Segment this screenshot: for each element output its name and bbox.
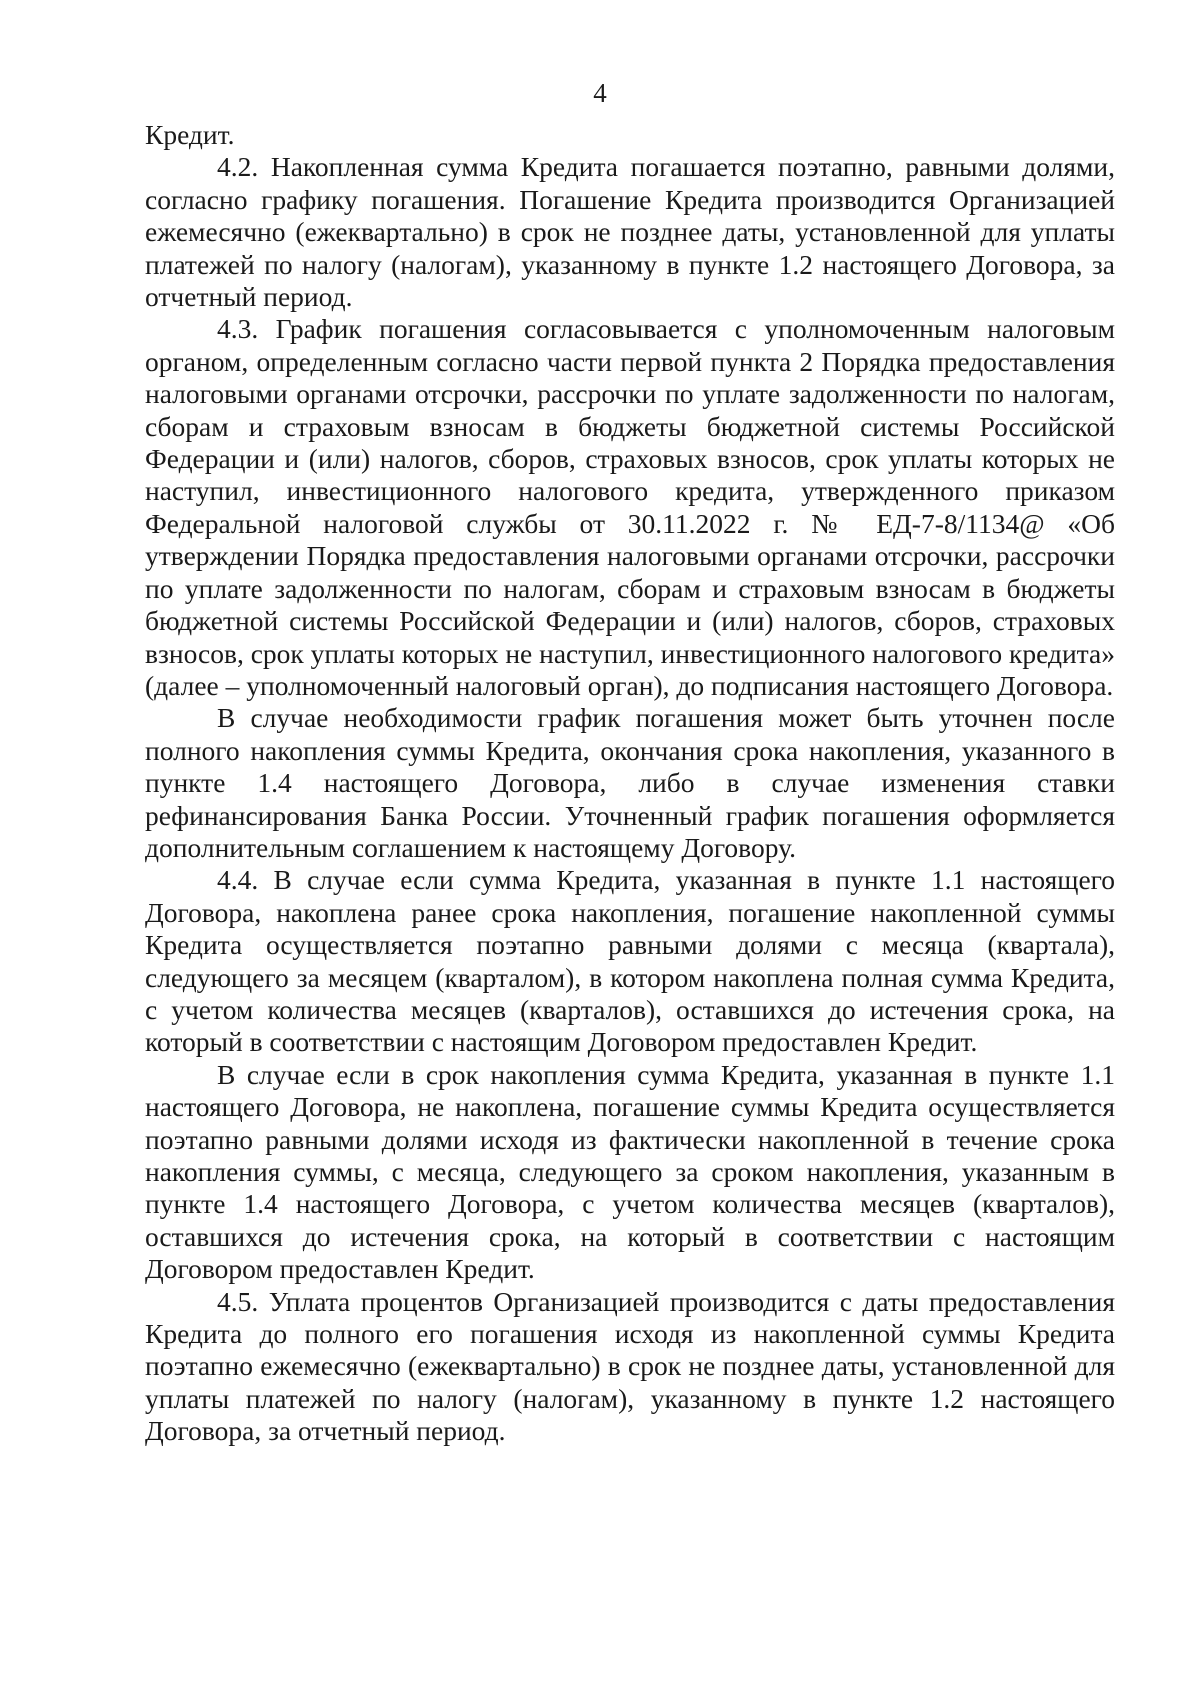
paragraph-continuation: Кредит.	[145, 119, 235, 150]
clause-4-2: 4.2. Накопленная сумма Кредита погашается поэтапно, равными долями, согласно графику погашения. Погашение Кредита производится Организацией ежемесячно (ежеквартально) в срок не позднее даты, установленной для уплаты платежей по налогу (налогам), указанному в пункте 1.2 настоящего Договора, за отчетный период.	[145, 151, 1115, 313]
clause-4-5: 4.5. Уплата процентов Организацией производится с даты предоставления Кредита до полного его погашения исходя из накопленной суммы Кредита поэтапно ежемесячно (ежеквартально) в срок не позднее даты, установленной для уплаты платежей по налогу (налогам), указанному в пункте 1.2 настоящего Договора, за отчетный период.	[145, 1285, 1115, 1447]
page-number: 4	[593, 78, 607, 108]
clause-4-4: 4.4. В случае если сумма Кредита, указанная в пункте 1.1 настоящего Договора, накоплена ранее срока накопления, погашение накопленной суммы Кредита осуществляется поэтапно равными долями с месяца (квартала), следующего за месяцем (кварталом), в котором накоплена полная сумма Кредита, с учетом количества месяцев (кварталов), оставшихся до истечения срока, на который в соответствии с настоящим Договором предоставлен Кредит.	[145, 864, 1115, 1058]
clause-4-3-schedule-update: В случае необходимости график погашения может быть уточнен после полного накопления суммы Кредита, окончания срока накопления, указанного в пункте 1.4 настоящего Договора, либо в случае изменения ставки рефинансирования Банка России. Уточненный график погашения оформляется дополнительным соглашением к настоящему Договору.	[145, 702, 1115, 863]
clause-4-3: 4.3. График погашения согласовывается с уполномоченным налоговым органом, определенным согласно части первой пункта 2 Порядка предоставления налоговыми органами отсрочки, рассрочки по уплате задолженности по налогам, сборам и страховым взносам в бюджеты бюджетной системы Российской Федерации и (или) налогов, сборов, страховых взносов, срок уплаты которых не наступил, инвестиционного налогового кредита, утвержденного приказом Федеральной налоговой службы от 30.11.2022 г. № ЕД-7-8/1134@ «Об утверждении Порядка предоставления налоговыми органами отсрочки, рассрочки по уплате задолженности по налогам, сборам и страховым взносам в бюджеты бюджетной системы Российской Федерации и (или) налогов, сборов, страховых взносов, срок уплаты которых не наступил, инвестиционного налогового кредита» (далее – уполномоченный налоговый орган), до подписания настоящего Договора.	[145, 313, 1115, 701]
document-body	[145, 119, 1115, 1448]
clause-4-4-not-accumulated: В случае если в срок накопления сумма Кредита, указанная в пункте 1.1 настоящего Договора, не накоплена, погашение суммы Кредита осуществляется поэтапно равными долями исходя из фактически накопленной в течение срока накопления суммы, с месяца, следующего за сроком накопления, указанным в пункте 1.4 настоящего Договора, с учетом количества месяцев (кварталов), оставшихся до истечения срока, на который в соответствии с настоящим Договором предоставлен Кредит.	[145, 1058, 1115, 1285]
